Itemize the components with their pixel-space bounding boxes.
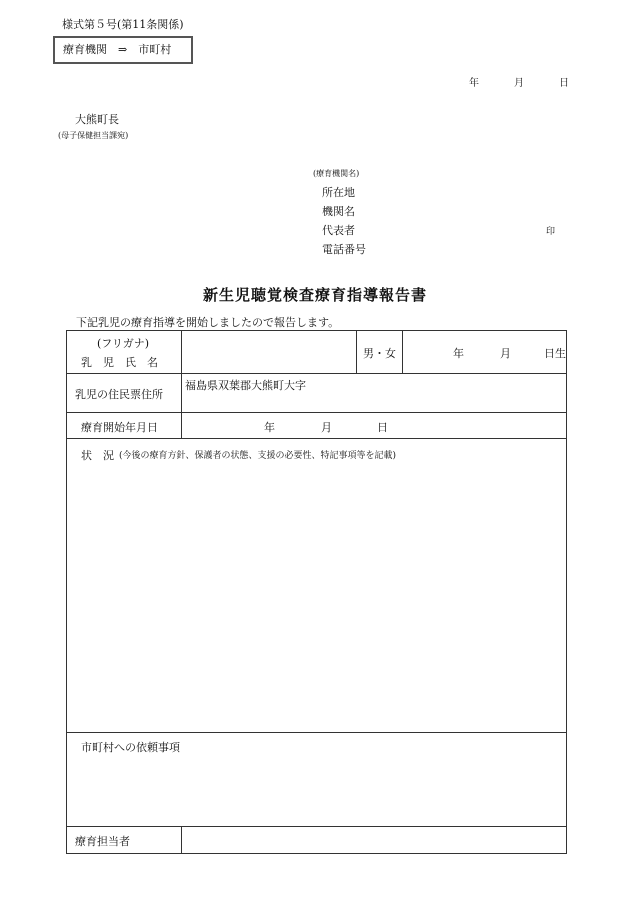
report-table	[66, 330, 567, 854]
status-field[interactable]	[71, 466, 561, 726]
staff-label: 療育担当者	[75, 835, 130, 848]
sender-heading: (療育機関名)	[313, 169, 360, 178]
start-month-label: 月	[321, 421, 332, 434]
staff-field[interactable]	[185, 829, 560, 851]
sender-address-label: 所在地	[322, 186, 355, 199]
address-value[interactable]: 福島県双葉郡大熊町大字	[185, 379, 306, 392]
page-title: 新生児聴覚検査療育指導報告書	[202, 286, 427, 304]
date-year: 年	[469, 78, 479, 89]
date-day: 日	[559, 78, 569, 89]
date-month: 月	[514, 78, 524, 89]
furigana-label: (フリガナ)	[97, 337, 150, 350]
sender-org-label: 機関名	[322, 205, 355, 218]
gender-selector[interactable]: 男・女	[363, 347, 396, 360]
request-label: 市町村への依頼事項	[81, 741, 180, 754]
route-box	[53, 36, 193, 64]
infant-name-label: 乳 児 氏 名	[81, 356, 158, 369]
birth-day-label: 日生	[544, 347, 566, 360]
seal-mark: 印	[546, 227, 556, 237]
status-note: (今後の療育方針、保護者の状態、支援の必要性、特記事項等を記載)	[119, 451, 397, 461]
sender-rep-label: 代表者	[322, 224, 355, 237]
addressee-name: 大熊町長	[75, 113, 119, 126]
sender-phone-label: 電話番号	[322, 243, 366, 256]
start-day-label: 日	[377, 421, 388, 434]
address-label: 乳児の住民票住所	[75, 388, 163, 401]
addressee-dept: (母子保健担当課宛)	[58, 131, 129, 140]
infant-name-field[interactable]	[217, 341, 347, 365]
route-text: 療育機関 ⇒ 市町村	[63, 43, 172, 56]
status-label: 状 況	[81, 449, 114, 462]
intro-text: 下記乳児の療育指導を開始しましたので報告します。	[76, 316, 340, 329]
start-date-label: 療育開始年月日	[81, 421, 158, 434]
request-field[interactable]	[71, 759, 561, 821]
birth-month-label: 月	[500, 347, 511, 360]
birth-year-label: 年	[453, 347, 464, 360]
start-year-label: 年	[264, 421, 275, 434]
form-number: 様式第５号(第11条関係)	[62, 18, 184, 31]
